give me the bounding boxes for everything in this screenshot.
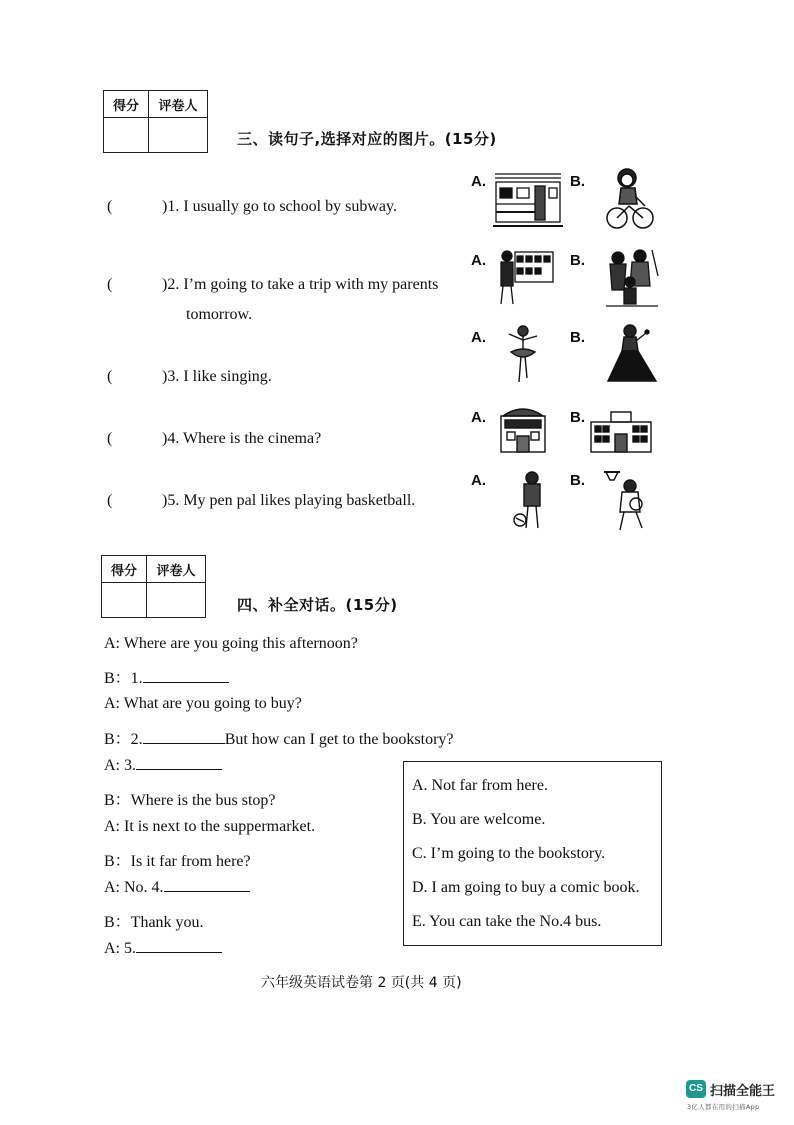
option-a-label: A. bbox=[471, 472, 486, 489]
answer-blank-1[interactable] bbox=[143, 670, 229, 683]
answer-paren[interactable]: ( bbox=[107, 276, 113, 293]
subway-train-icon bbox=[493, 168, 563, 230]
question-text: )1. I usually go to school by subway. bbox=[162, 198, 397, 215]
score-cell[interactable] bbox=[102, 583, 147, 618]
answer-paren[interactable]: ( bbox=[107, 368, 113, 385]
score-table-section3 bbox=[103, 90, 208, 153]
answer-option-b: B. You are welcome. bbox=[412, 811, 546, 828]
section3-title: 三、读句子,选择对应的图片。(15分) bbox=[237, 130, 497, 148]
section4-title: 四、补全对话。(15分) bbox=[237, 596, 398, 614]
grader-cell[interactable] bbox=[147, 583, 206, 618]
scanner-brand-name: 扫描全能王 bbox=[710, 1084, 776, 1099]
question-text: )3. I like singing. bbox=[162, 368, 272, 385]
people-at-building-icon bbox=[493, 246, 555, 308]
grader-cell[interactable] bbox=[149, 118, 208, 153]
option-b-label: B. bbox=[570, 329, 585, 346]
option-a-label: A. bbox=[471, 409, 486, 426]
option-b-label: B. bbox=[570, 173, 585, 190]
question-text: )5. My pen pal likes playing basketball. bbox=[162, 492, 416, 509]
question-text-continued: tomorrow. bbox=[186, 306, 253, 323]
answer-option-d: D. I am going to buy a comic book. bbox=[412, 879, 640, 896]
answer-blank-5[interactable] bbox=[136, 940, 222, 953]
dialogue-text: B：Thank you. bbox=[104, 914, 204, 931]
dialogue-line-7 bbox=[104, 818, 315, 836]
answer-paren[interactable]: ( bbox=[107, 198, 113, 215]
grader-label: 评卷人 bbox=[149, 91, 208, 118]
dialogue-text: A: 3. bbox=[104, 757, 136, 774]
dialogue-line-9 bbox=[104, 879, 250, 897]
dialogue-line-11 bbox=[104, 940, 222, 958]
question-text: )4. Where is the cinema? bbox=[162, 430, 322, 447]
answer-option-e: E. You can take the No.4 bus. bbox=[412, 913, 602, 930]
answer-option-a: A. Not far from here. bbox=[412, 777, 548, 794]
dialogue-text: A: What are you going to buy? bbox=[104, 695, 302, 712]
answer-blank-3[interactable] bbox=[136, 757, 222, 770]
answer-paren[interactable]: ( bbox=[107, 492, 113, 509]
dialogue-text: B：Where is the bus stop? bbox=[104, 792, 276, 809]
boy-playing-basketball-icon bbox=[602, 466, 650, 534]
boy-with-football-icon bbox=[512, 470, 548, 532]
option-a-label: A. bbox=[471, 252, 486, 269]
score-label: 得分 bbox=[104, 91, 149, 118]
dialogue-text: A: Where are you going this afternoon? bbox=[104, 635, 358, 652]
school-building-icon bbox=[589, 408, 653, 454]
option-b-label: B. bbox=[570, 409, 585, 426]
option-b-label: B. bbox=[570, 472, 585, 489]
option-a-label: A. bbox=[471, 329, 486, 346]
dialogue-line-10 bbox=[104, 909, 204, 932]
option-a-label: A. bbox=[471, 173, 486, 190]
answer-options-box bbox=[403, 761, 662, 946]
family-trip-icon bbox=[604, 246, 660, 310]
grader-label: 评卷人 bbox=[147, 556, 206, 583]
answer-option-c: C. I’m going to the bookstory. bbox=[412, 845, 606, 862]
dialogue-text: A: No. 4. bbox=[104, 879, 164, 896]
dialogue-text-suffix: But how can I get to the bookstory? bbox=[224, 731, 454, 748]
camscanner-logo-icon: CS bbox=[686, 1080, 706, 1098]
ballet-dancer-icon bbox=[503, 322, 543, 386]
page-footer: 六年级英语试卷第 2 页(共 4 页) bbox=[261, 975, 462, 991]
score-label: 得分 bbox=[102, 556, 147, 583]
question-text: )2. I’m going to take a trip with my parents bbox=[162, 276, 439, 293]
dialogue-text: B：2. bbox=[104, 731, 143, 748]
score-table-section4 bbox=[101, 555, 206, 618]
option-b-label: B. bbox=[570, 252, 585, 269]
dialogue-line-2 bbox=[104, 665, 229, 688]
dialogue-line-6 bbox=[104, 787, 276, 810]
answer-paren[interactable]: ( bbox=[107, 430, 113, 447]
answer-blank-4[interactable] bbox=[164, 879, 250, 892]
dialogue-line-1 bbox=[104, 635, 358, 653]
dialogue-line-5 bbox=[104, 757, 222, 775]
dialogue-text: B：Is it far from here? bbox=[104, 853, 251, 870]
dialogue-text: A: 5. bbox=[104, 940, 136, 957]
cinema-building-icon bbox=[497, 402, 549, 454]
scanner-tagline: 3亿人都在用的扫描App bbox=[687, 1103, 760, 1111]
score-cell[interactable] bbox=[104, 118, 149, 153]
dialogue-text: A: It is next to the suppermarket. bbox=[104, 818, 316, 835]
dialogue-line-8 bbox=[104, 848, 251, 871]
dialogue-line-4 bbox=[104, 726, 454, 749]
singer-in-gown-icon bbox=[606, 323, 658, 383]
answer-blank-2[interactable] bbox=[143, 731, 225, 744]
dialogue-text: B：1. bbox=[104, 670, 143, 687]
dialogue-line-3 bbox=[104, 695, 302, 713]
boy-on-bicycle-icon bbox=[605, 166, 655, 232]
